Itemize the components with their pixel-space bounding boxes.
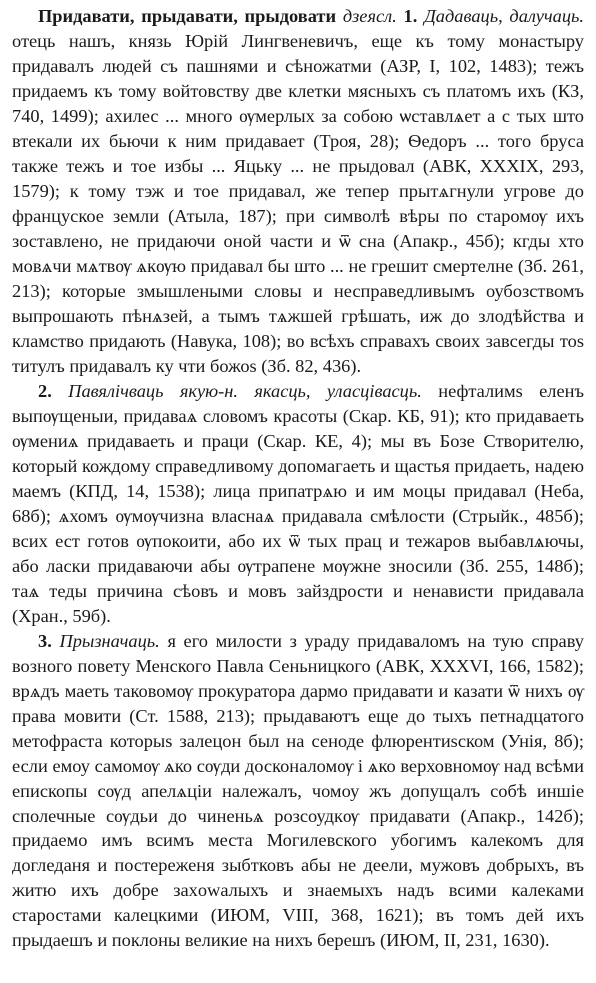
sense-citations: я его милости з ураду придаваломъ на тую справу возного повету Менского Павла Сеньницкого (АВК, XXXVI, 166, 1582); врѧдъ маеть таковомѹ прокуратора дармо придавати и казати ѿ нихъ ѹ права мовити (Ст. 1588, 213); прыдаваютъ еще до тыхъ петнадцатого метофраста которыѕ залецон был на сеноде флюрентиѕском (Унія, 8б); если емоу самомѹ ѧко сѹди досконаломѹ і ѧко верховномѹ над всѣми епископы сѹд апелѧціи належалъ, чомоу жъ допущалъ собѣ иншіе сполечные сѹдьи до чиненьѧ розсоудкѹ придавати (Апакр., 142б); придаемо имъ всимъ места Могилевского убогимъ калекомъ для догледаня и постереженя зыбтковъ абы не деели, мужовъ добрыхъ, въ житю ихъ добре захowалыхъ и знаемыхъ надъ всими калеками старостами калецкими (ИЮМ, VIII, 368, 1621); въ томъ дей ихъ прыдаешъ и поклоны великие на нихъ берешъ (ИЮМ, II, 231, 1630).: [12, 630, 584, 951]
sense-gloss: Павялічваць якую-н. якасць, уласцівасць.: [68, 380, 422, 401]
sense-number: 3.: [38, 630, 52, 651]
sense-number: 1.: [403, 6, 418, 26]
grammar-label: дзеясл.: [342, 6, 397, 26]
headword: Придавати, прыдавати, прыдовати: [38, 6, 337, 26]
sense-citations: отець нашъ, князь Юрій Лингвеневичъ, еще къ тому монастыру придавалъ людей съ пашнями и сѣножатми (АЗР, I, 102, 1483); тежъ придаемъ къ тому войтовству две клетки мясныхъ съ платомъ ихъ (КЗ, 740, 1499); ахилес ... много ѹмерлых за собою ѡставлѧет а с тых што втекали их бьючи к ним придавает (Троя, 28); Ѳедоръ ... того бруса также тежъ и тое избы ... Яцьку ... не прыдовал (АВК, XXXIX, 293, 1579); к тому тэж и тое придавал, же тепер прытѧгнули угрове до француское земли (Атыла, 187); при символѣ вѣры по старомѹ ихъ зоставлено, не придаючи оной части и ѿ сна (Апакр., 45б); кгды хто мовѧчи мѧтвѹ ѧкѹю придавал бы што ... не грешит смертелне (Зб. 261, 213); которые змышлеными словы и несправедливымъ оубозствомъ выпрошають пѣнѧзей, а тымъ тѧжшей грѣшать, иж до злодѣйства и кламство придають (Навука, 108); во всѣхъ справахъ своих завсегды тоѕ титулъ придавалъ ку чти божоѕ (Зб. 82, 436).: [12, 30, 584, 376]
sense-3-paragraph: [12, 629, 584, 954]
sense-number: 2.: [38, 380, 52, 401]
sense-1-paragraph: [12, 4, 584, 379]
sense-citations: нефталимѕ еленъ выпѹщеныи, придаваѧ словомъ красоты (Скар. КБ, 91); кто придаваеть ѹмениѧ придаваеть и праци (Скар. КЕ, 4); мы въ Бозе Створителю, который кождому справедливому допомагаеть и щастья придаеть, надею маемъ (КПД, 14, 1538); лица припатрѧю и им моцы придавал (Неба, 68б); ѧхомъ ѹмѹчизна власнаѧ придавала смѣлости (Стрыйк., 485б); всих ест готов ѹпокоити, або их ѿ тых прац и тежаров выбавлѧючы, або ласки придаваючи абы ѹтрапене мѹжне зносили (Зб. 255, 148б); таѧ теды причина сѣовъ и мовъ зайздрости и ненависти придавала (Хран., 59б).: [12, 380, 584, 626]
sense-2-paragraph: [12, 379, 584, 629]
sense-gloss: Дадаваць, далучаць.: [424, 6, 584, 26]
sense-gloss: Прызначаць.: [59, 630, 160, 651]
dictionary-entry: [12, 4, 584, 953]
